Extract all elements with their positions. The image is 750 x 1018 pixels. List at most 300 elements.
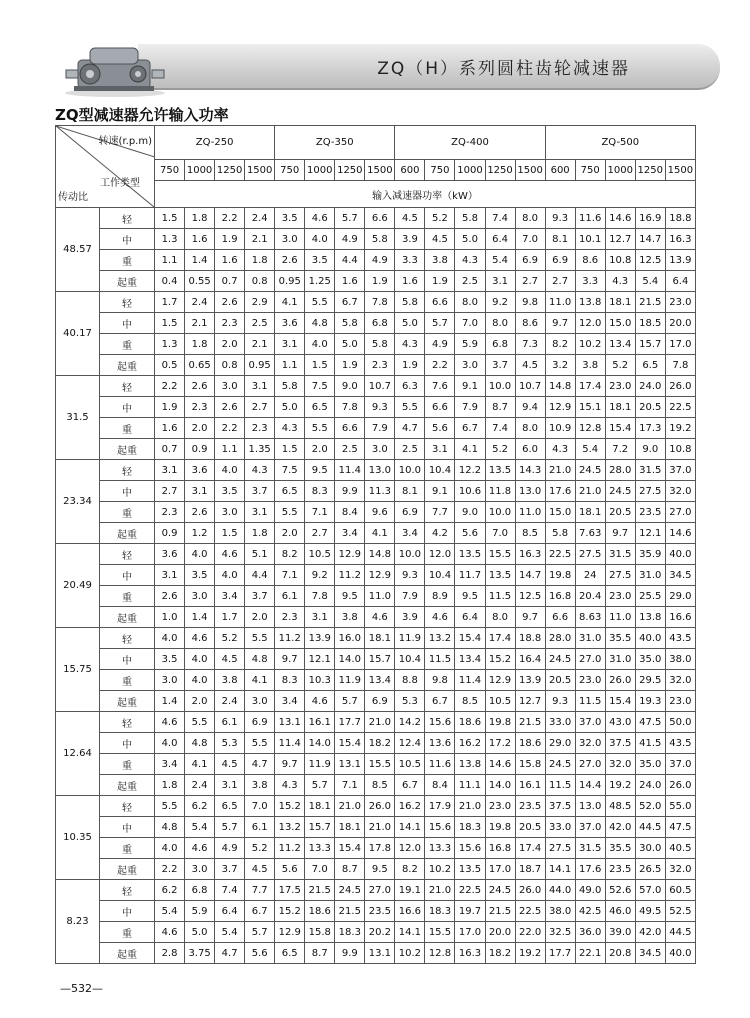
- power-value-cell: 10.2: [425, 859, 455, 880]
- power-value-cell: 4.8: [155, 817, 185, 838]
- power-value-cell: 0.95: [245, 355, 275, 376]
- power-value-cell: 4.9: [215, 838, 245, 859]
- power-value-cell: 22.0: [515, 922, 545, 943]
- power-value-cell: 16.3: [665, 229, 695, 250]
- power-value-cell: 8.0: [485, 313, 515, 334]
- power-value-cell: 14.2: [395, 712, 425, 733]
- power-value-cell: 1.6: [155, 418, 185, 439]
- power-value-cell: 4.3: [545, 439, 575, 460]
- table-row: [56, 208, 696, 229]
- work-type-cell: 重: [100, 334, 155, 355]
- power-value-cell: 12.9: [485, 670, 515, 691]
- power-value-cell: 0.4: [155, 271, 185, 292]
- power-value-cell: 15.4: [605, 691, 635, 712]
- power-value-cell: 6.4: [485, 229, 515, 250]
- power-value-cell: 18.6: [305, 901, 335, 922]
- power-value-cell: 17.4: [515, 838, 545, 859]
- power-value-cell: 17.9: [425, 796, 455, 817]
- power-value-cell: 1.3: [155, 334, 185, 355]
- power-value-cell: 23.0: [665, 292, 695, 313]
- power-value-cell: 20.0: [665, 313, 695, 334]
- power-value-cell: 2.7: [155, 481, 185, 502]
- power-value-cell: 16.1: [305, 712, 335, 733]
- power-value-cell: 9.3: [395, 565, 425, 586]
- power-value-cell: 26.0: [665, 376, 695, 397]
- work-type-cell: 轻: [100, 292, 155, 313]
- power-value-cell: 5.0: [395, 313, 425, 334]
- power-value-cell: 34.5: [635, 943, 665, 964]
- power-value-cell: 23.0: [485, 796, 515, 817]
- power-value-cell: 1.5: [305, 355, 335, 376]
- power-value-cell: 0.8: [245, 271, 275, 292]
- power-value-cell: 13.8: [575, 292, 605, 313]
- power-value-cell: 6.7: [425, 691, 455, 712]
- power-value-cell: 22.5: [515, 901, 545, 922]
- power-value-cell: 11.9: [335, 670, 365, 691]
- power-value-cell: 3.0: [155, 670, 185, 691]
- power-value-cell: 4.1: [275, 292, 305, 313]
- power-value-cell: 3.0: [455, 355, 485, 376]
- power-value-cell: 3.1: [425, 439, 455, 460]
- power-value-cell: 9.0: [635, 439, 665, 460]
- power-value-cell: 4.1: [365, 523, 395, 544]
- power-value-cell: 3.1: [305, 607, 335, 628]
- section-title: ZQ型减速器允许输入功率: [55, 106, 229, 124]
- table-row: [56, 670, 696, 691]
- power-value-cell: 7.7: [245, 880, 275, 901]
- power-value-cell: 13.5: [485, 565, 515, 586]
- power-value-cell: 16.9: [635, 208, 665, 229]
- ratio-cell: 15.75: [56, 628, 100, 712]
- power-value-cell: 8.1: [395, 481, 425, 502]
- power-value-cell: 31.0: [635, 565, 665, 586]
- power-value-cell: 11.0: [365, 586, 395, 607]
- power-value-cell: 4.7: [395, 418, 425, 439]
- power-value-cell: 39.0: [605, 922, 635, 943]
- power-value-cell: 24.5: [485, 880, 515, 901]
- power-value-cell: 15.0: [605, 313, 635, 334]
- power-value-cell: 11.5: [545, 775, 575, 796]
- power-value-cell: 24: [575, 565, 605, 586]
- power-value-cell: 2.3: [275, 607, 305, 628]
- power-value-cell: 9.5: [335, 586, 365, 607]
- power-value-cell: 8.5: [515, 523, 545, 544]
- gearbox-illustration: [60, 38, 170, 98]
- power-value-cell: 5.6: [275, 859, 305, 880]
- power-value-cell: 37.0: [665, 460, 695, 481]
- power-value-cell: 4.4: [245, 565, 275, 586]
- table-row: [56, 607, 696, 628]
- power-value-cell: 5.5: [305, 418, 335, 439]
- power-value-cell: 11.5: [485, 586, 515, 607]
- table-row: [56, 628, 696, 649]
- power-value-cell: 4.0: [155, 838, 185, 859]
- power-value-cell: 6.5: [305, 397, 335, 418]
- power-value-cell: 22.5: [455, 880, 485, 901]
- power-value-cell: 12.0: [575, 313, 605, 334]
- power-value-cell: 1.2: [185, 523, 215, 544]
- power-value-cell: 10.7: [365, 376, 395, 397]
- power-value-cell: 4.9: [425, 334, 455, 355]
- power-value-cell: 7.1: [305, 502, 335, 523]
- power-value-cell: 19.3: [635, 691, 665, 712]
- power-value-cell: 16.3: [515, 544, 545, 565]
- power-value-cell: 5.4: [485, 250, 515, 271]
- power-value-cell: 13.2: [275, 817, 305, 838]
- power-value-cell: 60.5: [665, 880, 695, 901]
- power-value-cell: 4.8: [245, 649, 275, 670]
- power-value-cell: 29.0: [545, 733, 575, 754]
- power-value-cell: 7.8: [305, 586, 335, 607]
- power-value-cell: 5.4: [185, 817, 215, 838]
- power-value-cell: 5.9: [185, 901, 215, 922]
- power-table-body: [56, 126, 696, 964]
- power-value-cell: 14.8: [545, 376, 575, 397]
- power-value-cell: 18.3: [335, 922, 365, 943]
- power-value-cell: 23.0: [605, 586, 635, 607]
- power-value-cell: 18.2: [365, 733, 395, 754]
- power-value-cell: 9.3: [365, 397, 395, 418]
- power-value-cell: 9.5: [305, 460, 335, 481]
- ratio-cell: 40.17: [56, 292, 100, 376]
- power-value-cell: 14.7: [515, 565, 545, 586]
- speed-header: 750: [575, 160, 605, 181]
- work-type-cell: 重: [100, 250, 155, 271]
- power-value-cell: 26.0: [515, 880, 545, 901]
- power-value-cell: 1.8: [185, 334, 215, 355]
- power-value-cell: 7.9: [395, 586, 425, 607]
- power-value-cell: 2.4: [185, 775, 215, 796]
- power-value-cell: 2.3: [245, 418, 275, 439]
- power-value-cell: 1.9: [335, 355, 365, 376]
- power-value-cell: 17.0: [665, 334, 695, 355]
- table-row: [56, 523, 696, 544]
- speed-header: 1500: [245, 160, 275, 181]
- power-value-cell: 14.6: [485, 754, 515, 775]
- speed-header: 1250: [335, 160, 365, 181]
- power-value-cell: 15.0: [545, 502, 575, 523]
- power-value-cell: 20.5: [545, 670, 575, 691]
- power-value-cell: 10.8: [665, 439, 695, 460]
- power-value-cell: 3.4: [395, 523, 425, 544]
- power-value-cell: 2.0: [185, 691, 215, 712]
- power-value-cell: 14.1: [545, 859, 575, 880]
- power-value-cell: 31.5: [575, 838, 605, 859]
- power-value-cell: 32.0: [665, 481, 695, 502]
- power-value-cell: 49.0: [575, 880, 605, 901]
- power-value-cell: 30.0: [635, 838, 665, 859]
- power-value-cell: 7.63: [575, 523, 605, 544]
- power-value-cell: 8.4: [335, 502, 365, 523]
- power-value-cell: 47.5: [665, 817, 695, 838]
- power-value-cell: 31.0: [605, 649, 635, 670]
- power-value-cell: 8.2: [395, 859, 425, 880]
- power-value-cell: 57.0: [635, 880, 665, 901]
- power-value-cell: 2.3: [155, 502, 185, 523]
- power-value-cell: 5.8: [275, 376, 305, 397]
- power-value-cell: 7.0: [515, 229, 545, 250]
- power-value-cell: 10.0: [395, 460, 425, 481]
- power-value-cell: 12.7: [605, 229, 635, 250]
- power-value-cell: 3.1: [245, 502, 275, 523]
- power-value-cell: 2.8: [155, 943, 185, 964]
- power-value-cell: 5.4: [155, 901, 185, 922]
- power-value-cell: 5.0: [275, 397, 305, 418]
- power-value-cell: 2.2: [215, 418, 245, 439]
- power-value-cell: 4.3: [605, 271, 635, 292]
- power-value-cell: 32.5: [545, 922, 575, 943]
- ratio-cell: 12.64: [56, 712, 100, 796]
- power-value-cell: 6.7: [335, 292, 365, 313]
- power-value-cell: 9.5: [455, 586, 485, 607]
- power-value-cell: 6.6: [545, 607, 575, 628]
- power-value-cell: 3.0: [365, 439, 395, 460]
- power-value-cell: 11.4: [335, 460, 365, 481]
- power-value-cell: 12.8: [425, 943, 455, 964]
- power-value-cell: 13.8: [455, 754, 485, 775]
- table-row: [56, 838, 696, 859]
- power-value-cell: 18.3: [455, 817, 485, 838]
- speed-header: 750: [275, 160, 305, 181]
- power-value-cell: 37.5: [605, 733, 635, 754]
- power-value-cell: 10.9: [545, 418, 575, 439]
- power-value-cell: 6.4: [455, 607, 485, 628]
- table-row: [56, 544, 696, 565]
- power-value-cell: 1.9: [215, 229, 245, 250]
- power-value-cell: 2.7: [305, 523, 335, 544]
- power-value-cell: 3.5: [305, 250, 335, 271]
- power-value-cell: 5.7: [335, 691, 365, 712]
- power-value-cell: 4.5: [215, 649, 245, 670]
- power-value-cell: 0.5: [155, 355, 185, 376]
- power-value-cell: 16.8: [485, 838, 515, 859]
- power-value-cell: 13.2: [425, 628, 455, 649]
- power-value-cell: 6.1: [215, 712, 245, 733]
- power-value-cell: 11.1: [455, 775, 485, 796]
- power-value-cell: 4.5: [395, 208, 425, 229]
- power-value-cell: 6.5: [215, 796, 245, 817]
- power-value-cell: 24.5: [335, 880, 365, 901]
- power-value-cell: 8.7: [335, 859, 365, 880]
- power-value-cell: 19.1: [395, 880, 425, 901]
- power-value-cell: 5.8: [455, 208, 485, 229]
- table-row: [56, 586, 696, 607]
- power-value-cell: 18.8: [515, 628, 545, 649]
- power-value-cell: 4.0: [215, 460, 245, 481]
- power-value-cell: 15.6: [425, 817, 455, 838]
- power-value-cell: 5.7: [305, 775, 335, 796]
- power-value-cell: 42.0: [605, 817, 635, 838]
- power-value-cell: 8.9: [425, 586, 455, 607]
- power-value-cell: 1.5: [215, 523, 245, 544]
- power-value-cell: 7.8: [365, 292, 395, 313]
- power-value-cell: 13.4: [605, 334, 635, 355]
- power-value-cell: 27.0: [575, 754, 605, 775]
- power-value-cell: 5.6: [425, 418, 455, 439]
- power-value-cell: 11.7: [455, 565, 485, 586]
- power-value-cell: 35.5: [605, 838, 635, 859]
- power-value-cell: 2.6: [185, 502, 215, 523]
- table-row: [56, 691, 696, 712]
- power-value-cell: 6.6: [365, 208, 395, 229]
- power-value-cell: 4.5: [515, 355, 545, 376]
- power-value-cell: 7.0: [305, 859, 335, 880]
- power-value-cell: 10.2: [575, 334, 605, 355]
- power-value-cell: 15.6: [425, 712, 455, 733]
- power-value-cell: 10.5: [395, 754, 425, 775]
- power-value-cell: 12.7: [515, 691, 545, 712]
- power-value-cell: 8.4: [425, 775, 455, 796]
- table-row: [56, 334, 696, 355]
- power-value-cell: 1.8: [245, 250, 275, 271]
- power-value-cell: 52.0: [635, 796, 665, 817]
- power-value-cell: 2.0: [275, 523, 305, 544]
- power-value-cell: 3.9: [395, 229, 425, 250]
- power-value-cell: 3.8: [425, 250, 455, 271]
- work-type-cell: 重: [100, 838, 155, 859]
- power-value-cell: 2.6: [155, 586, 185, 607]
- power-value-cell: 11.0: [515, 502, 545, 523]
- power-value-cell: 14.8: [365, 544, 395, 565]
- power-value-cell: 7.4: [485, 208, 515, 229]
- power-value-cell: 15.8: [515, 754, 545, 775]
- power-value-cell: 11.3: [365, 481, 395, 502]
- power-value-cell: 32.0: [665, 859, 695, 880]
- power-value-cell: 1.6: [215, 250, 245, 271]
- power-value-cell: 35.5: [605, 628, 635, 649]
- power-value-cell: 4.6: [305, 208, 335, 229]
- power-value-cell: 4.7: [245, 754, 275, 775]
- power-value-cell: 22.5: [665, 397, 695, 418]
- power-value-cell: 3.1: [275, 334, 305, 355]
- power-value-cell: 2.2: [215, 208, 245, 229]
- power-value-cell: 3.1: [185, 481, 215, 502]
- power-value-cell: 1.4: [185, 250, 215, 271]
- work-type-cell: 轻: [100, 544, 155, 565]
- power-value-cell: 41.5: [635, 733, 665, 754]
- power-value-cell: 26.0: [605, 670, 635, 691]
- power-value-cell: 1.9: [395, 355, 425, 376]
- power-value-cell: 40.5: [665, 838, 695, 859]
- power-value-cell: 49.5: [635, 901, 665, 922]
- power-value-cell: 6.7: [245, 901, 275, 922]
- power-value-cell: 20.2: [365, 922, 395, 943]
- table-row: [56, 796, 696, 817]
- power-value-cell: 2.4: [185, 292, 215, 313]
- power-value-cell: 4.5: [215, 754, 245, 775]
- power-value-cell: 4.0: [305, 334, 335, 355]
- power-value-cell: 43.0: [605, 712, 635, 733]
- power-value-cell: 7.3: [515, 334, 545, 355]
- power-value-cell: 6.1: [275, 586, 305, 607]
- page-header-title: ZQ（H）系列圆柱齿轮减速器: [377, 59, 630, 79]
- power-value-cell: 19.8: [545, 565, 575, 586]
- power-value-cell: 16.2: [395, 796, 425, 817]
- power-value-cell: 20.0: [485, 922, 515, 943]
- power-value-cell: 9.8: [515, 292, 545, 313]
- power-value-cell: 9.1: [425, 481, 455, 502]
- power-value-cell: 3.1: [155, 460, 185, 481]
- model-header: ZQ-500: [545, 126, 695, 160]
- power-value-cell: 19.8: [485, 817, 515, 838]
- power-value-cell: 10.4: [395, 649, 425, 670]
- power-value-cell: 3.5: [185, 565, 215, 586]
- power-value-cell: 3.9: [395, 607, 425, 628]
- power-value-cell: 4.3: [275, 418, 305, 439]
- power-value-cell: 14.7: [635, 229, 665, 250]
- power-value-cell: 11.2: [335, 565, 365, 586]
- table-row: [56, 460, 696, 481]
- power-value-cell: 27.0: [365, 880, 395, 901]
- power-value-cell: 1.6: [395, 271, 425, 292]
- power-value-cell: 3.75: [185, 943, 215, 964]
- header-banner: [50, 38, 720, 100]
- power-value-cell: 29.5: [635, 670, 665, 691]
- power-value-cell: 9.3: [545, 208, 575, 229]
- power-value-cell: 6.5: [275, 943, 305, 964]
- work-type-cell: 轻: [100, 460, 155, 481]
- work-type-cell: 重: [100, 670, 155, 691]
- power-value-cell: 3.6: [155, 544, 185, 565]
- power-value-cell: 1.5: [155, 313, 185, 334]
- power-value-cell: 6.8: [185, 880, 215, 901]
- power-value-cell: 20.5: [515, 817, 545, 838]
- power-value-cell: 6.8: [485, 334, 515, 355]
- power-value-cell: 13.1: [275, 712, 305, 733]
- table-row: [56, 649, 696, 670]
- power-value-cell: 7.5: [275, 460, 305, 481]
- power-value-cell: 19.2: [665, 418, 695, 439]
- power-value-cell: 7.4: [215, 880, 245, 901]
- power-value-cell: 12.9: [365, 565, 395, 586]
- power-value-cell: 8.0: [515, 418, 545, 439]
- power-value-cell: 1.1: [275, 355, 305, 376]
- power-value-cell: 6.9: [515, 250, 545, 271]
- power-value-cell: 26.0: [665, 775, 695, 796]
- power-value-cell: 27.5: [545, 838, 575, 859]
- power-value-cell: 23.5: [515, 796, 545, 817]
- power-value-cell: 3.2: [545, 355, 575, 376]
- power-value-cell: 4.1: [185, 754, 215, 775]
- power-value-cell: 2.7: [545, 271, 575, 292]
- power-value-cell: 2.7: [515, 271, 545, 292]
- power-value-cell: 37.0: [575, 817, 605, 838]
- power-value-cell: 15.4: [455, 628, 485, 649]
- power-value-cell: 31.0: [575, 628, 605, 649]
- power-value-cell: 5.6: [245, 943, 275, 964]
- power-value-cell: 10.4: [425, 460, 455, 481]
- power-value-cell: 7.6: [425, 376, 455, 397]
- ratio-cell: 8.23: [56, 880, 100, 964]
- power-value-cell: 40.0: [665, 544, 695, 565]
- power-value-cell: 1.6: [335, 271, 365, 292]
- work-type-cell: 中: [100, 733, 155, 754]
- power-value-cell: 17.5: [275, 880, 305, 901]
- power-value-cell: 10.0: [395, 544, 425, 565]
- power-value-cell: 10.8: [605, 250, 635, 271]
- power-value-cell: 2.1: [245, 229, 275, 250]
- speed-header: 1250: [485, 160, 515, 181]
- power-value-cell: 26.5: [635, 859, 665, 880]
- power-value-cell: 20.5: [605, 502, 635, 523]
- power-value-cell: 5.4: [575, 439, 605, 460]
- power-value-cell: 5.2: [215, 628, 245, 649]
- power-value-cell: 50.0: [665, 712, 695, 733]
- speed-header: 750: [425, 160, 455, 181]
- power-value-cell: 55.0: [665, 796, 695, 817]
- power-value-cell: 5.4: [635, 271, 665, 292]
- power-value-cell: 48.5: [605, 796, 635, 817]
